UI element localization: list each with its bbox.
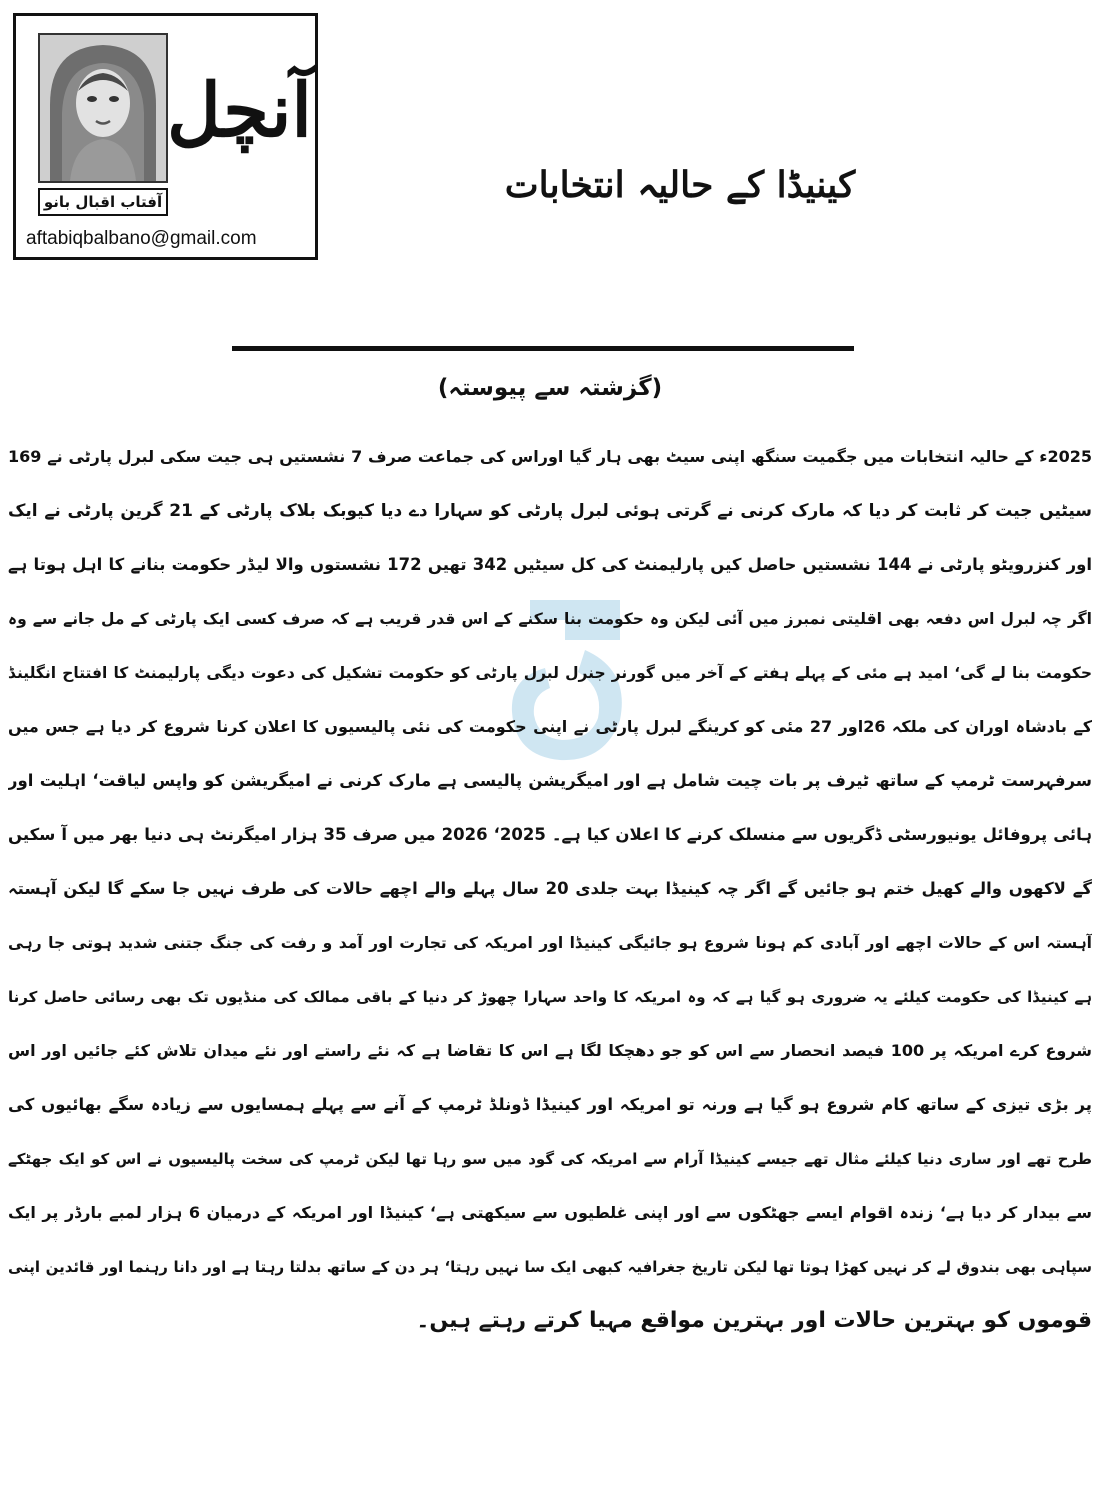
- body-line: اور کنزرویٹو پارٹی نے 144 نشستیں حاصل کیں پارلیمنٹ کی کل سیٹیں 342 تھیں 172 نشستوں والا لیڈر حکومت بنانے کا اہل ہوتا ہے: [8, 555, 1092, 574]
- body-line: سے بیدار کر دیا ہے‘ زندہ اقوام ایسے جھٹکوں سے اور اپنی غلطیوں سے سیکھتی ہے‘ کینیڈا اور امریکہ کے درمیان 6 ہزار لمبے بارڈر پر ایک: [8, 1203, 1092, 1222]
- body-line: شروع کرے امریکہ پر 100 فیصد انحصار سے اس کو جو دھچکا لگا ہے اس کا تقاضا ہے کہ نئے راستے اور نئے میدان تلاش کئے جائیں اور اس: [8, 1041, 1092, 1060]
- body-line: 2025ء کے حالیہ انتخابات میں جگمیت سنگھ اپنی سیٹ بھی ہار گیا اوراس کی جماعت صرف 7 نشستیں ہی جیت سکی لبرل پارٹی نے 169: [8, 447, 1092, 466]
- body-line: طرح تھے اور ساری دنیا کیلئے مثال تھے جیسے کینیڈا آرام سے امریکہ کی گود میں سو رہا تھا لیکن ٹرمپ کی سخت پالیسیوں نے اس کو ایک جھٹکے: [8, 1150, 1092, 1168]
- body-line: پر بڑی تیزی کے ساتھ کام شروع ہو گیا ہے ورنہ تو امریکہ اور کینیڈا ڈونلڈ ٹرمپ کے آنے سے پہلے ہمسایوں سے زیادہ سگے بھائیوں کی: [8, 1095, 1092, 1114]
- body-line: کے بادشاہ اوران کی ملکہ 26اور 27 مئی کو کرینگے لبرل پارٹی نے اپنی حکومت کی نئی پالیسیوں کا اعلان کرنا شروع کر دیا ہے جس میں: [8, 717, 1092, 736]
- body-line: گے لاکھوں والے کھیل ختم ہو جائیں گے اگر چہ کینیڈا بہت جلدی 20 سال پہلے والے اچھے حالات کی طرف نہیں جا سکے گا لیکن آہستہ: [8, 879, 1092, 898]
- body-line: حکومت بنا لے گی‘ امید ہے مئی کے پہلے ہفتے کے آخر میں گورنر جنرل لبرل پارٹی کو حکومت تشکیل کی دعوت دیگی پارلیمنٹ کا افتتاح انگلینڈ: [8, 664, 1092, 682]
- article-body: [8, 430, 1092, 1348]
- body-line: سیٹیں جیت کر ثابت کر دیا کہ مارک کرنی نے گرتی ہوئی لبرل پارٹی کو سہارا دے دیا کیوبک بلاک پارٹی کے 21 گرین پارٹی نے ایک: [8, 501, 1092, 521]
- body-line: سپاہی بھی بندوق لے کر نہیں کھڑا ہوتا تھا لیکن تاریخ جغرافیہ کبھی ایک سا نہیں رہتا‘ ہر دن کے ساتھ بدلتا رہتا ہے اور دانا رہنما اور قائدین اپنی: [8, 1258, 1092, 1276]
- body-line: ہائی پروفائل یونیورسٹی ڈگریوں سے منسلک کرنے کا اعلان کیا ہے۔ 2025‘ 2026 میں صرف 35 ہزار امیگرنٹ ہی دنیا بھر میں آ سکیں: [8, 825, 1092, 844]
- title-divider: [232, 346, 854, 351]
- author-name: آفتاب اقبال بانو: [38, 188, 168, 216]
- body-line: اگر چہ لبرل اس دفعہ بھی اقلیتی نمبرز میں آئی لیکن وہ حکومت بنا سکنے کے اس قدر قریب ہے کہ صرف کسی ایک پارٹی کے مل جانے سے وہ: [8, 610, 1092, 628]
- body-line-last: قوموں کو بہترین حالات اور بہترین مواقع مہیا کرتے رہتے ہیں۔: [416, 1308, 1092, 1333]
- continued-label: (گزشتہ سے پیوستہ): [437, 375, 663, 401]
- body-line: سرفہرست ٹرمپ کے ساتھ ٹیرف پر بات چیت شامل ہے اور امیگریشن پالیسی ہے مارک کرنی نے امیگریشن کو واپس لیاقت‘ اہلیت اور: [8, 771, 1092, 790]
- author-portrait-icon: [40, 35, 166, 181]
- author-photo: [38, 33, 168, 183]
- column-name: آنچل: [167, 68, 312, 154]
- author-email: aftabiqbalbano@gmail.com: [26, 228, 257, 249]
- body-line: آہستہ اس کے حالات اچھے اور آبادی کم ہونا شروع ہو جائیگی کینیڈا اور امریکہ کی تجارت اور آمد و رفت کی جنگ جتنی شدید ہوتی جا رہی: [8, 934, 1092, 952]
- article-title: کینیڈا کے حالیہ انتخابات: [504, 164, 856, 206]
- body-line: ہے کینیڈا کی حکومت کیلئے یہ ضروری ہو گیا ہے کہ وہ امریکہ کا واحد سہارا چھوڑ کر دنیا کے باقی ممالک کی منڈیوں تک بھی رسائی حاصل کرنا: [8, 988, 1092, 1006]
- column-header-box: [13, 13, 318, 260]
